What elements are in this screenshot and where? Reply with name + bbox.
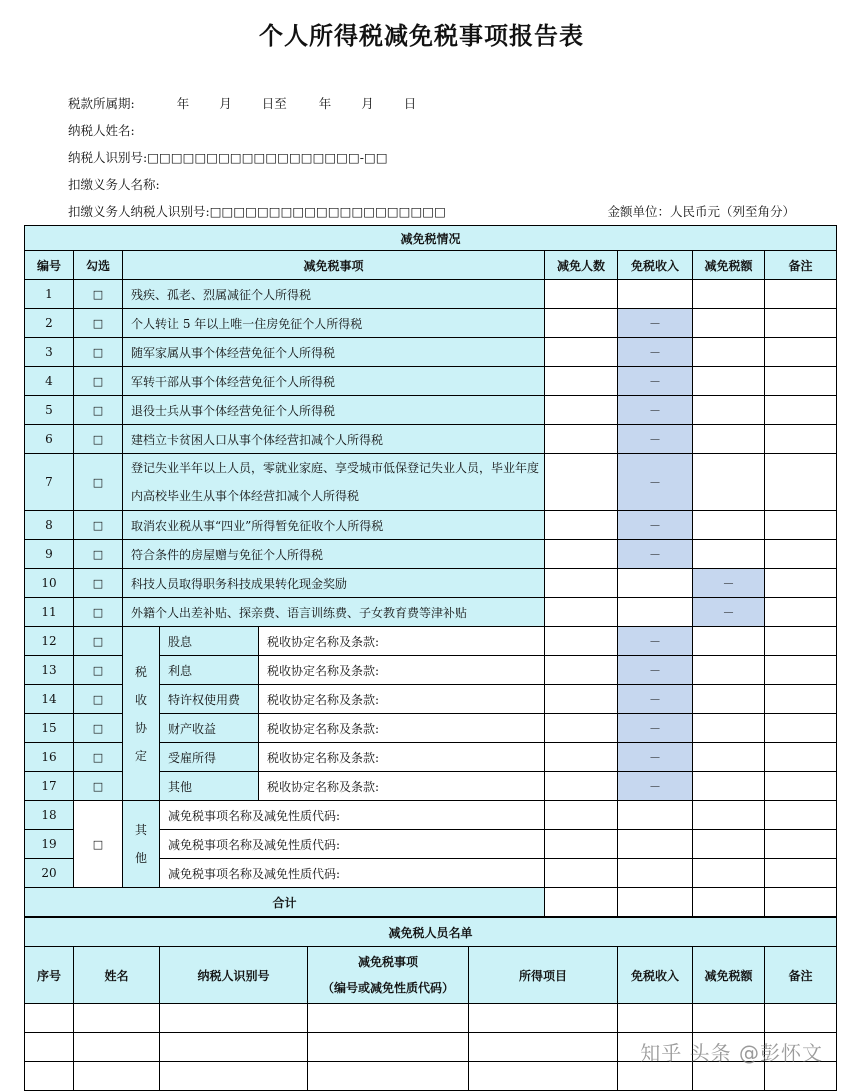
persons-cell[interactable]: [545, 396, 618, 425]
total-label: 合计: [25, 888, 545, 917]
relief-amount-dash: －: [693, 569, 765, 598]
taxpayer-id-label: 纳税人识别号:: [68, 150, 148, 165]
persons-cell[interactable]: [545, 656, 618, 685]
row-item: 建档立卡贫困人口从事个体经营扣减个人所得税: [123, 425, 545, 454]
withholder-name-label: 扣缴义务人名称:: [68, 177, 160, 192]
relief-amount-cell[interactable]: [693, 743, 765, 772]
exempt-income-dash: －: [618, 743, 693, 772]
persons-cell[interactable]: [545, 627, 618, 656]
exempt-income-cell[interactable]: [618, 801, 693, 830]
row-item: 取消农业税从事“四业”所得暂免征收个人所得税: [123, 511, 545, 540]
cell[interactable]: [469, 1062, 618, 1091]
cell[interactable]: [25, 1004, 74, 1033]
relief-amount-cell[interactable]: [693, 540, 765, 569]
relief-amount-cell[interactable]: [693, 772, 765, 801]
persons-cell[interactable]: [545, 801, 618, 830]
row-number: 13: [25, 656, 74, 685]
period-part: 月: [361, 96, 374, 111]
exempt-income-dash: －: [618, 309, 693, 338]
row-number: 20: [25, 859, 74, 888]
row-item: 外籍个人出差补贴、探亲费、语言训练费、子女教育费等津补贴: [123, 598, 545, 627]
period-part: 月: [219, 96, 232, 111]
table-row: [25, 425, 837, 454]
treaty-detail[interactable]: 税收协定名称及条款:: [259, 656, 545, 685]
taxpayer-id-boxes[interactable]: □□□□□□□□□□□□□□□□□□-□□: [147, 150, 388, 165]
treaty-type: 特许权使用费: [160, 685, 259, 714]
header-persons: 减免人数: [545, 251, 618, 280]
table-row: [25, 627, 837, 656]
exempt-income-dash: －: [618, 454, 693, 511]
total-row: [25, 888, 837, 917]
relief-amount-cell[interactable]: [693, 454, 765, 511]
relief-amount-cell[interactable]: [693, 396, 765, 425]
persons-cell[interactable]: [545, 569, 618, 598]
remarks-cell[interactable]: [765, 743, 837, 772]
cell[interactable]: [618, 1004, 693, 1033]
exempt-income-cell[interactable]: [618, 569, 693, 598]
remarks-cell[interactable]: [765, 425, 837, 454]
exempt-income-dash: －: [618, 367, 693, 396]
remarks-cell[interactable]: [765, 367, 837, 396]
header-relief-amount: 减免税额: [693, 251, 765, 280]
cell[interactable]: [765, 1004, 837, 1033]
form-title: 个人所得税减免税事项报告表: [259, 22, 584, 50]
taxpayer-id-line: [68, 148, 388, 166]
total-exempt-income[interactable]: [618, 888, 693, 917]
persons-cell[interactable]: [545, 598, 618, 627]
persons-cell[interactable]: [545, 511, 618, 540]
row-item: 退役士兵从事个体经营免征个人所得税: [123, 396, 545, 425]
total-persons[interactable]: [545, 888, 618, 917]
exempt-income-cell[interactable]: [618, 859, 693, 888]
other-char: 他: [134, 851, 147, 865]
persons-cell[interactable]: [545, 540, 618, 569]
persons-cell[interactable]: [545, 309, 618, 338]
remarks-cell[interactable]: [765, 801, 837, 830]
persons-cell[interactable]: [545, 859, 618, 888]
taxpayer-name-line: [68, 121, 135, 139]
treaty-type: 利息: [160, 656, 259, 685]
treaty-detail[interactable]: 税收协定名称及条款:: [259, 743, 545, 772]
remarks-cell[interactable]: [765, 454, 837, 511]
persons-cell[interactable]: [545, 685, 618, 714]
table-row: [25, 801, 837, 830]
withholder-id-label: 扣缴义务人纳税人识别号:: [68, 204, 210, 219]
remarks-cell[interactable]: [765, 569, 837, 598]
tax-period-label: 税款所属期:: [68, 96, 135, 111]
row-checkbox[interactable]: □: [74, 309, 123, 338]
remarks-cell[interactable]: [765, 656, 837, 685]
remarks-cell[interactable]: [765, 685, 837, 714]
row-checkbox[interactable]: □: [74, 569, 123, 598]
treaty-group-label: [123, 627, 160, 801]
row-checkbox[interactable]: □: [74, 598, 123, 627]
treaty-type: 其他: [160, 772, 259, 801]
remarks-cell[interactable]: [765, 338, 837, 367]
row-number: 11: [25, 598, 74, 627]
withholder-id-line: [68, 202, 446, 220]
row-checkbox[interactable]: □: [74, 656, 123, 685]
persons-cell[interactable]: [545, 338, 618, 367]
row-number: 6: [25, 425, 74, 454]
header-check: 勾选: [74, 251, 123, 280]
row-item: 登记失业半年以上人员，零就业家庭、享受城市低保登记失业人员，毕业年度内高校毕业生从事个体经营扣减个人所得税: [123, 454, 545, 511]
cell[interactable]: [308, 1033, 469, 1062]
header-income-item: 所得项目: [469, 947, 618, 1004]
row-number: 19: [25, 830, 74, 859]
header-number: 编号: [25, 251, 74, 280]
relief-amount-cell[interactable]: [693, 627, 765, 656]
persons-cell[interactable]: [545, 830, 618, 859]
header-relief-amount: 减免税额: [693, 947, 765, 1004]
row-item: 随军家属从事个体经营免征个人所得税: [123, 338, 545, 367]
relief-amount-cell[interactable]: [693, 309, 765, 338]
total-relief-amount[interactable]: [693, 888, 765, 917]
treaty-char: 协: [134, 720, 147, 735]
exempt-income-dash: －: [618, 396, 693, 425]
relief-amount-cell[interactable]: [693, 714, 765, 743]
row-number: 12: [25, 627, 74, 656]
row-checkbox[interactable]: □: [74, 627, 123, 656]
remarks-cell[interactable]: [765, 859, 837, 888]
header-remarks: 备注: [765, 251, 837, 280]
table-row: [25, 367, 837, 396]
treaty-char: 税: [134, 664, 147, 679]
relief-amount-cell[interactable]: [693, 830, 765, 859]
remarks-cell[interactable]: [765, 396, 837, 425]
other-char: 其: [134, 823, 147, 837]
cell[interactable]: [74, 1004, 160, 1033]
treaty-detail[interactable]: 税收协定名称及条款:: [259, 772, 545, 801]
treaty-type: 受雇所得: [160, 743, 259, 772]
row-number: 10: [25, 569, 74, 598]
remarks-cell[interactable]: [765, 598, 837, 627]
watermark: 知乎 头条 @彭怀文: [640, 1041, 823, 1065]
remarks-cell[interactable]: [765, 714, 837, 743]
total-remarks[interactable]: [765, 888, 837, 917]
cell[interactable]: [308, 1062, 469, 1091]
other-detail[interactable]: 减免税事项名称及减免性质代码:: [160, 801, 545, 830]
row-checkbox[interactable]: □: [74, 454, 123, 511]
remarks-cell[interactable]: [765, 627, 837, 656]
treaty-type: 财产收益: [160, 714, 259, 743]
row-checkbox[interactable]: □: [74, 511, 123, 540]
treaty-type: 股息: [160, 627, 259, 656]
row-checkbox[interactable]: □: [74, 743, 123, 772]
row-number: 18: [25, 801, 74, 830]
persons-cell[interactable]: [545, 714, 618, 743]
cell[interactable]: [25, 1062, 74, 1091]
row-number: 9: [25, 540, 74, 569]
relief-amount-cell[interactable]: [693, 280, 765, 309]
period-part: 年: [176, 96, 190, 111]
exempt-income-dash: －: [618, 714, 693, 743]
cell[interactable]: [469, 1004, 618, 1033]
header-relief-item-line2: （编号或减免性质代码）: [321, 981, 454, 995]
table-row: [25, 540, 837, 569]
row-checkbox[interactable]: □: [74, 280, 123, 309]
treaty-detail[interactable]: 税收协定名称及条款:: [259, 685, 545, 714]
table-row: [25, 309, 837, 338]
table-row: [25, 280, 837, 309]
withholder-name-line: [68, 175, 160, 193]
remarks-cell[interactable]: [765, 830, 837, 859]
cell[interactable]: [25, 1033, 74, 1062]
exempt-income-dash: －: [618, 540, 693, 569]
period-part: 日: [403, 96, 417, 111]
cell[interactable]: [160, 1004, 308, 1033]
other-detail[interactable]: 减免税事项名称及减免性质代码:: [160, 859, 545, 888]
tax-period-line: [68, 94, 416, 112]
exempt-income-dash: －: [618, 511, 693, 540]
persons-cell[interactable]: [545, 772, 618, 801]
remarks-cell[interactable]: [765, 772, 837, 801]
row-number: 4: [25, 367, 74, 396]
relief-amount-cell[interactable]: [693, 685, 765, 714]
cell[interactable]: [160, 1033, 308, 1062]
header-exempt-income: 免税收入: [618, 251, 693, 280]
row-item: 科技人员取得职务科技成果转化现金奖励: [123, 569, 545, 598]
row-number: 17: [25, 772, 74, 801]
relief-amount-cell[interactable]: [693, 801, 765, 830]
row-checkbox[interactable]: □: [74, 396, 123, 425]
period-part: 年: [318, 96, 332, 111]
exempt-income-cell[interactable]: [618, 280, 693, 309]
cell[interactable]: [160, 1062, 308, 1091]
cell[interactable]: [469, 1033, 618, 1062]
header-relief-item-line1: 减免税事项: [357, 955, 418, 969]
relief-amount-cell[interactable]: [693, 338, 765, 367]
header-exempt-income: 免税收入: [618, 947, 693, 1004]
row-number: 7: [25, 454, 74, 511]
exempt-income-cell[interactable]: [618, 830, 693, 859]
table-row: [25, 396, 837, 425]
section-persons-title: 减免税人员名单: [25, 918, 837, 947]
persons-cell[interactable]: [545, 743, 618, 772]
section-relief-title: 减免税情况: [25, 226, 837, 251]
relief-amount-cell[interactable]: [693, 859, 765, 888]
withholder-id-boxes[interactable]: □□□□□□□□□□□□□□□□□□□□: [209, 204, 446, 219]
table-row: [25, 338, 837, 367]
treaty-char: 定: [134, 748, 147, 763]
relief-amount-dash: －: [693, 598, 765, 627]
header-seq: 序号: [25, 947, 74, 1004]
amount-unit: 金额单位：人民币元（列至角分）: [607, 204, 795, 219]
remarks-cell[interactable]: [765, 540, 837, 569]
header-relief-item: [308, 947, 469, 1004]
header-name: 姓名: [74, 947, 160, 1004]
row-checkbox[interactable]: □: [74, 367, 123, 396]
relief-amount-cell[interactable]: [693, 656, 765, 685]
taxpayer-name-label: 纳税人姓名:: [68, 123, 135, 138]
header-taxpayer-id: 纳税人识别号: [160, 947, 308, 1004]
other-detail[interactable]: 减免税事项名称及减免性质代码:: [160, 830, 545, 859]
persons-cell[interactable]: [545, 454, 618, 511]
table-row: [25, 598, 837, 627]
row-number: 8: [25, 511, 74, 540]
relief-table: [24, 225, 837, 917]
remarks-cell[interactable]: [765, 309, 837, 338]
relief-amount-cell[interactable]: [693, 425, 765, 454]
period-part: 日至: [261, 96, 287, 111]
persons-cell[interactable]: [545, 280, 618, 309]
row-item: 个人转让 5 年以上唯一住房免征个人所得税: [123, 309, 545, 338]
exempt-income-dash: －: [618, 425, 693, 454]
cell[interactable]: [693, 1004, 765, 1033]
treaty-detail[interactable]: 税收协定名称及条款:: [259, 627, 545, 656]
table-row: [25, 1004, 837, 1033]
table-row: [25, 511, 837, 540]
row-number: 16: [25, 743, 74, 772]
row-checkbox[interactable]: □: [74, 540, 123, 569]
other-checkbox[interactable]: □: [74, 801, 123, 888]
treaty-detail[interactable]: 税收协定名称及条款:: [259, 714, 545, 743]
cell[interactable]: [308, 1004, 469, 1033]
remarks-cell[interactable]: [765, 511, 837, 540]
persons-cell[interactable]: [545, 425, 618, 454]
remarks-cell[interactable]: [765, 280, 837, 309]
persons-cell[interactable]: [545, 367, 618, 396]
row-number: 2: [25, 309, 74, 338]
cell[interactable]: [74, 1062, 160, 1091]
row-item: 残疾、孤老、烈属减征个人所得税: [123, 280, 545, 309]
relief-amount-cell[interactable]: [693, 511, 765, 540]
exempt-income-dash: －: [618, 627, 693, 656]
row-number: 1: [25, 280, 74, 309]
row-number: 3: [25, 338, 74, 367]
exempt-income-dash: －: [618, 338, 693, 367]
row-number: 15: [25, 714, 74, 743]
row-checkbox[interactable]: □: [74, 338, 123, 367]
exempt-income-dash: －: [618, 685, 693, 714]
row-number: 14: [25, 685, 74, 714]
header-item: 减免税事项: [123, 251, 545, 280]
exempt-income-dash: －: [618, 772, 693, 801]
exempt-income-cell[interactable]: [618, 598, 693, 627]
row-checkbox[interactable]: □: [74, 714, 123, 743]
exempt-income-dash: －: [618, 656, 693, 685]
row-number: 5: [25, 396, 74, 425]
row-checkbox[interactable]: □: [74, 425, 123, 454]
treaty-char: 收: [134, 692, 147, 707]
header-remarks: 备注: [765, 947, 837, 1004]
table-row: [25, 569, 837, 598]
row-item: 符合条件的房屋赠与免征个人所得税: [123, 540, 545, 569]
relief-amount-cell[interactable]: [693, 367, 765, 396]
cell[interactable]: [74, 1033, 160, 1062]
row-item: 军转干部从事个体经营免征个人所得税: [123, 367, 545, 396]
row-checkbox[interactable]: □: [74, 772, 123, 801]
row-checkbox[interactable]: □: [74, 685, 123, 714]
other-group-label: [123, 801, 160, 888]
table-row: [25, 454, 837, 511]
